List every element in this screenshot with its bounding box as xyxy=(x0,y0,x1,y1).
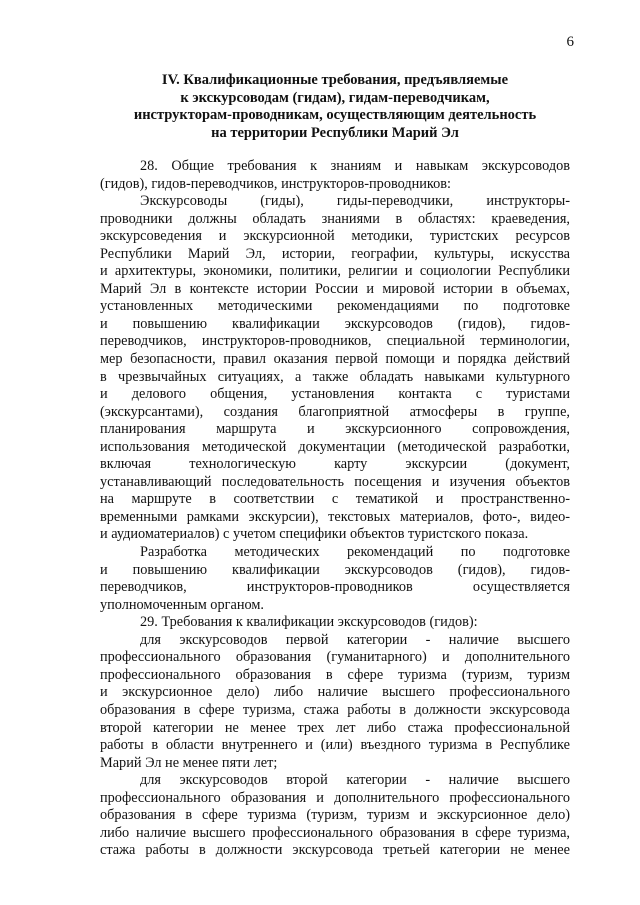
text-line: проводники должны обладать знаниями в областях: краеведения, xyxy=(100,210,570,227)
text-line: экскурсоведения и экскурсионной методики, туристских ресурсов xyxy=(100,228,570,245)
text-line: 28. Общие требования к знаниям и навыкам экскурсоводов xyxy=(140,158,570,174)
text-line: в чрезвычайных ситуациях, а также обладать навыками культурного xyxy=(100,368,570,385)
text-line: планирования маршрута и экскурсионного сопровождения, xyxy=(100,421,570,438)
text-line: (экскурсантами), создания благоприятной атмосферы в группе, xyxy=(100,403,570,420)
text-line: профессионального образования (гуманитарного) и дополнительного xyxy=(100,649,570,666)
text-line: и повышению квалификации экскурсоводов (гидов), гидов- xyxy=(100,315,570,332)
text-line: уполномоченным органом. xyxy=(100,596,264,613)
heading-line: IV. Квалификационные требования, предъявляемые xyxy=(161,72,509,88)
text-line: переводчиков, инструкторов-проводников осуществляется xyxy=(100,579,570,596)
text-line: работы в области внутреннего и (или) въездного туризма в Республике xyxy=(100,737,570,754)
text-line: использования методической документации (методической разработки, xyxy=(100,438,570,455)
heading-line: инструкторам-проводникам, осуществляющим деятельность xyxy=(133,107,537,123)
text-line: и аудиоматериалов) с учетом специфики объектов туристского показа. xyxy=(100,526,529,543)
text-line: профессионального образования в сфере туризма (туризм, туризм xyxy=(100,666,570,683)
text-line: на маршруте в соответствии с тематикой и пространственно- xyxy=(100,491,570,508)
heading-line: к экскурсоводам (гидам), гидам-переводчикам, xyxy=(180,89,490,106)
section-heading xyxy=(100,72,570,142)
text-line: (гидов), гидов-переводчиков, инструкторов-проводников: xyxy=(100,175,452,192)
text-line: переводчиков, инструкторов-проводников, специальной терминологии, xyxy=(100,333,570,350)
page-number: 6 xyxy=(566,34,574,50)
paragraph xyxy=(100,772,570,860)
paragraph xyxy=(100,632,570,772)
text-line: мер безопасности, правил оказания первой помощи и порядка действий xyxy=(100,351,570,368)
document-body xyxy=(100,158,570,860)
paragraph xyxy=(100,193,570,544)
text-line: Разработка методических рекомендаций по подготовке xyxy=(140,544,570,561)
text-line: Экскурсоводы (гиды), гиды-переводчики, инструкторы- xyxy=(140,193,570,210)
text-line: установленных методическими рекомендациями по подготовке xyxy=(100,298,570,315)
text-line: включая технологическую карту экскурсии (документ, xyxy=(100,456,570,473)
text-line: и экскурсионное дело) либо наличие высшего профессионального xyxy=(100,684,570,701)
text-line: Марий Эл в контексте истории России и мировой истории в объемах, xyxy=(100,280,570,297)
text-line: Марий Эл не менее пяти лет; xyxy=(100,754,278,771)
heading-line: на территории Республики Марий Эл xyxy=(211,124,459,141)
text-line: либо наличие высшего профессионального образования в сфере туризма, xyxy=(100,824,570,841)
text-line: образования в сфере туризма, стажа работы в должности экскурсовода xyxy=(100,701,570,718)
text-line: 29. Требования к квалификации экскурсоводов (гидов): xyxy=(140,614,478,631)
text-line: второй категории не менее трех лет либо стажа профессиональной xyxy=(100,719,570,736)
paragraph xyxy=(100,158,570,193)
paragraph xyxy=(100,544,570,614)
paragraph xyxy=(100,614,570,632)
text-line: стажа работы в должности экскурсовода третьей категории не менее xyxy=(100,842,570,859)
text-line: профессионального образования и дополнительного профессионального xyxy=(100,789,570,806)
text-line: Республики Марий Эл, истории, географии, культуры, искусства xyxy=(100,245,570,262)
text-line: для экскурсоводов второй категории - наличие высшего xyxy=(140,772,570,789)
text-line: и делового общения, установления контакта с туристами xyxy=(100,386,570,403)
text-line: для экскурсоводов первой категории - наличие высшего xyxy=(140,631,570,648)
text-line: и повышению квалификации экскурсоводов (гидов), гидов- xyxy=(100,561,570,578)
text-line: образования в сфере туризма (туризм, туризм и экскурсионное дело) xyxy=(100,807,570,824)
text-line: устанавливающий последовательность посещения и изучения объектов xyxy=(100,473,570,490)
text-line: временными рамками экскурсии), текстовых материалов, фото-, видео- xyxy=(100,508,570,525)
text-line: и архитектуры, экономики, политики, религии и социологии Республики xyxy=(100,263,570,280)
